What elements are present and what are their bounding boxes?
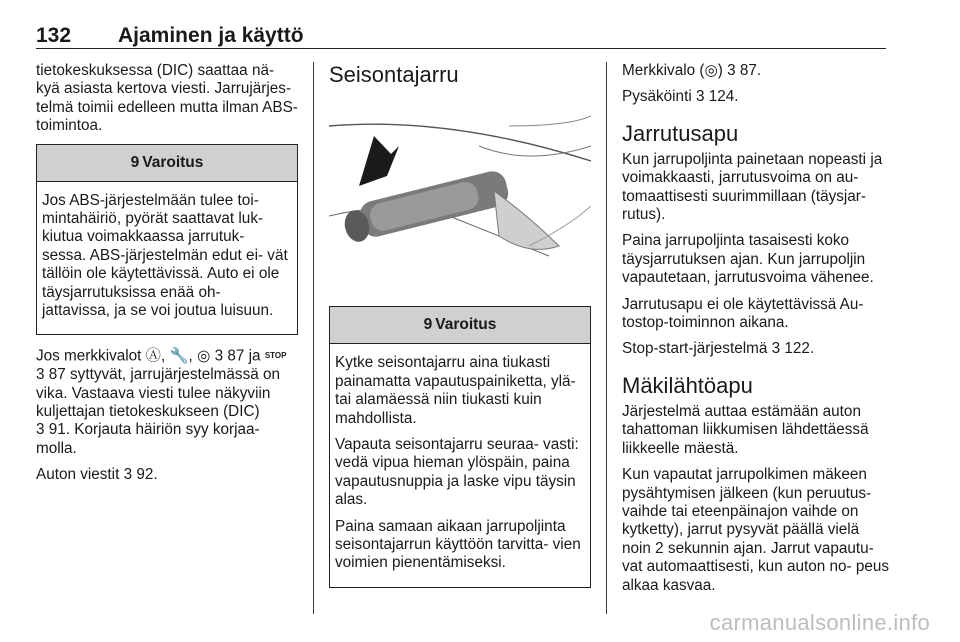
warning-box-parking-brake	[329, 306, 591, 587]
wrench-icon: 🔧	[169, 347, 189, 365]
paragraph: Paina jarrupoljinta tasaisesti koko täysjarrutuksen ajan. Kun jarrupoljin vapautetaan, jarrutusvoima vähenee.	[622, 232, 874, 287]
brake-icon: ◎	[197, 347, 211, 365]
warning-body	[330, 344, 590, 586]
warning-header	[37, 145, 297, 182]
page-number: 132	[36, 24, 72, 47]
page-header	[36, 20, 886, 49]
paragraph: Jarrutusapu ei ole käytettävissä Au- tostop-toiminnon aikana.	[622, 295, 864, 332]
column-divider	[313, 62, 314, 614]
para-text: 3 87 ja	[214, 347, 261, 365]
chapter-title: Ajaminen ja käyttö	[118, 24, 304, 47]
section-heading: Seisontajarru	[329, 62, 459, 87]
para-text: Jos merkkivalot	[36, 347, 142, 365]
warning-title: Varoitus	[435, 316, 497, 334]
parking-brake-illustration	[329, 106, 591, 282]
parking-reference: Pysäköinti 3 124.	[622, 88, 739, 106]
stop-icon: STOP	[264, 351, 287, 361]
section-heading-hill-start: Mäkilähtöapu	[622, 372, 753, 398]
warning-text: Vapauta seisontajarru seuraa- vasti: vedä vipua hieman ylöspäin, paina vapautusnuppia ja laske vipu täysin alas.	[335, 436, 579, 509]
warning-box-abs	[36, 144, 298, 336]
watermark: carmanualsonline.info	[709, 610, 930, 635]
arrow-icon	[359, 136, 399, 186]
paragraph: Kun jarrupoljinta painetaan nopeasti ja voimakkaasti, jarrutusvoima on au- tomaattisesti suurimmillaan (täysjar- rutus).	[622, 150, 883, 224]
warning-text: Paina samaan aikaan jarrupoljinta seisontajarrun käyttöön tarvitta- vien voimien pienentämiseksi.	[335, 517, 581, 572]
section-heading-brake-assist: Jarrutusapu	[622, 120, 739, 146]
para-text: 3 91. Korjauta häiriön syy korjaa- molla.	[36, 421, 260, 457]
warning-text: Kytke seisontajarru aina tiukasti painamatta vapautuspainiketta, ylä- tai alamäessä niin tiukasti kuin mahdollista.	[335, 354, 576, 427]
warning-icon: 9	[423, 316, 433, 334]
warning-text: Jos ABS-järjestelmään tulee toi- mintahäiriö, pyörät saattavat luk- kiutua voimakkaassa jarrutuk- sessa. ABS-järjestelmän edut ei- vät tällöin ole käytettävissä. Auto ei ole täysjarrutuksissa enää oh- jattavissa, ja se voi joutua luisuun.	[42, 191, 288, 320]
para-text: 3 87 syttyvät, jarrujärjestelmässä on vika. Vastaava viesti tulee näkyviin kuljettajan tietokeskukseen (DIC)	[36, 366, 281, 420]
indicator-reference: Merkkivalo (◎) 3 87.	[622, 62, 762, 79]
warning-body	[37, 182, 297, 335]
paragraph: Kun vapautat jarrupolkimen mäkeen pysähtymisen jälkeen (kun peruutus- vaihde tai eteenpäinajon vaihde on kytketty), jarrut pysyvät päällä vielä noin 2 sekunnin ajan. Jarrut vapautu- vat automaattisesti, kun auton no- peus alkaa kasvaa.	[622, 466, 890, 594]
stop-start-reference: Stop-start-järjestelmä 3 122.	[622, 340, 815, 358]
column-right	[622, 62, 892, 603]
column-middle	[329, 62, 591, 600]
column-divider	[606, 62, 607, 614]
abs-icon: Ⓐ	[145, 347, 161, 365]
warning-header	[330, 307, 590, 344]
paragraph: Järjestelmä auttaa estämään auton tahattoman liikkumisen lähdettäessä liikkeelle mäestä.	[622, 402, 869, 457]
column-left	[36, 62, 298, 493]
vehicle-messages-reference: Auton viestit 3 92.	[36, 466, 158, 484]
intro-paragraph: tietokeskuksessa (DIC) saattaa nä- kyä asiasta kertova viesti. Jarrujärjes- telmä toimii edelleen mutta ilman ABS-toimintoa.	[36, 62, 298, 135]
warning-title: Varoitus	[142, 153, 204, 171]
warning-lights-paragraph: Jos merkkivalot Ⓐ, 🔧, ◎ 3 87 ja STOP 3 87 syttyvät, jarrujärjestelmässä on vika. Vastaava viesti tulee näkyviin kuljettajan tietokeskukseen (DIC) 3 91. Korjauta häiriön syy korjaa- molla.	[36, 347, 287, 457]
warning-icon: 9	[130, 153, 140, 171]
